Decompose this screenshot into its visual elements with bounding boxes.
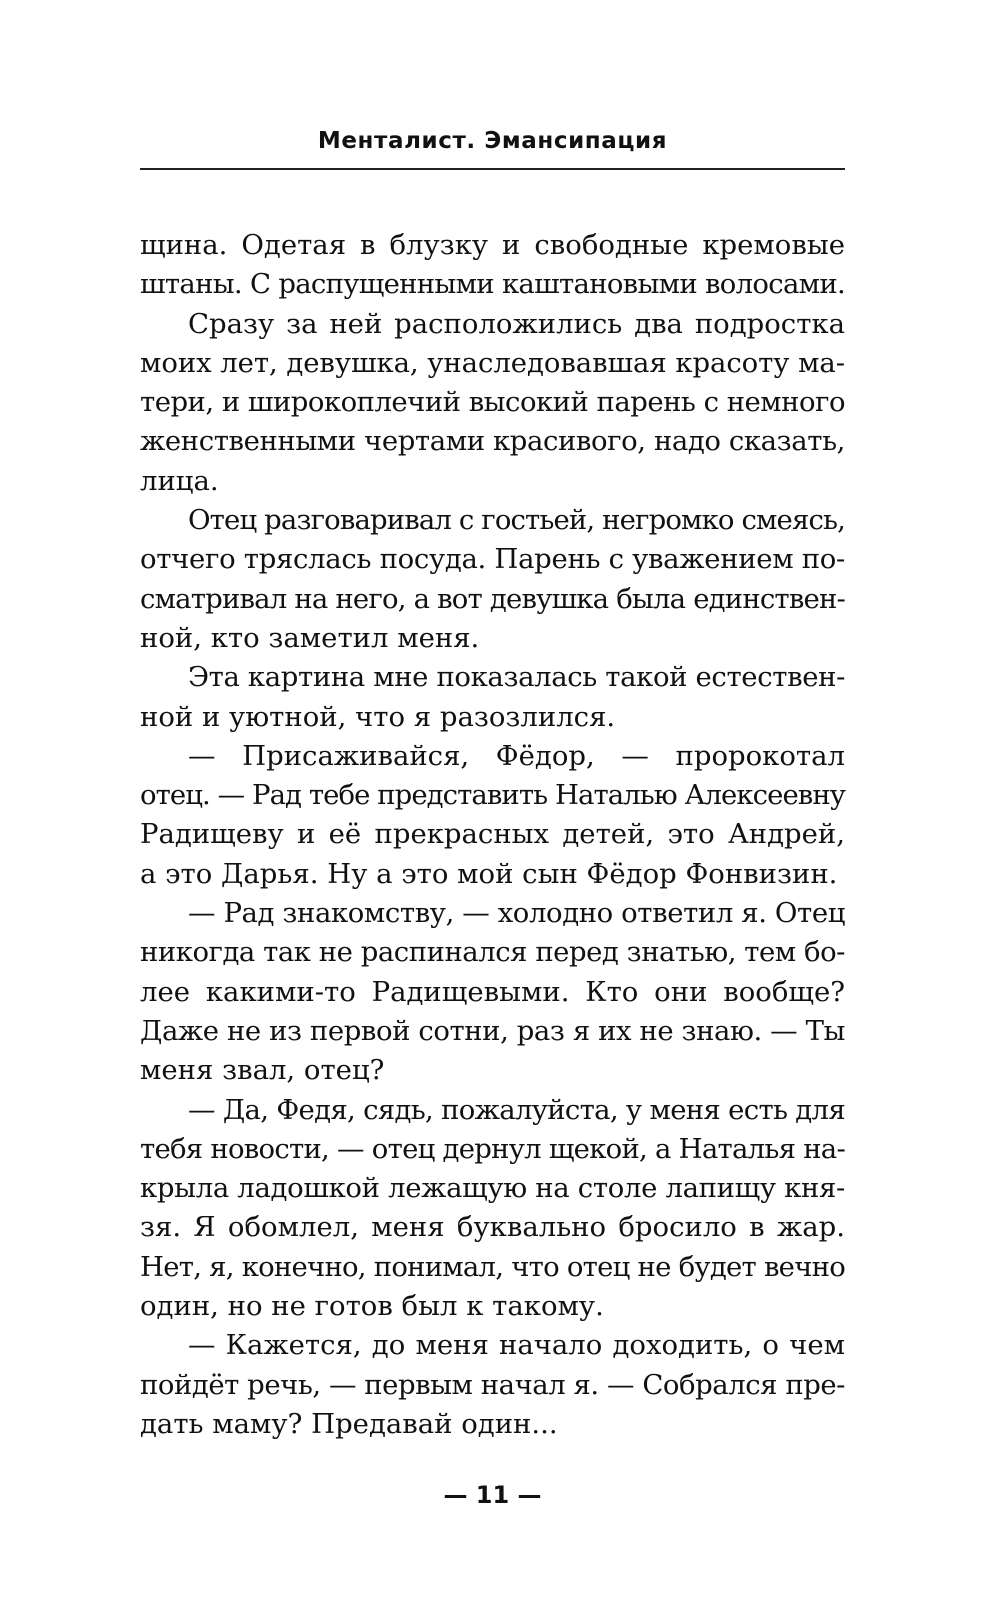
text-line: меня звал, отец? — [140, 1054, 385, 1087]
page-number: — 11 — — [443, 1481, 542, 1509]
header-rule — [140, 168, 845, 170]
text-line: сматривал на него, а вот девушка была единствен- — [140, 582, 845, 615]
text-line: — Да, Федя, сядь, пожалуйста, у меня есть для — [188, 1093, 845, 1126]
text-line: тери, и широкоплечий высокий парень с немного — [140, 386, 845, 419]
text-line: Даже не из первой сотни, раз я их не знаю. — Ты — [140, 1014, 845, 1047]
text-line: а это Дарья. Ну а это мой сын Фёдор Фонвизин. — [140, 857, 838, 890]
text-line: дать маму? Предавай один... — [140, 1407, 558, 1440]
text-line: отец. — Рад тебе представить Наталью Алексеевну — [140, 779, 845, 812]
running-head: Менталист. Эмансипация — [317, 128, 668, 154]
text-line: пойдёт речь, — первым начал я. — Собрался пре- — [140, 1368, 845, 1401]
text-line: женственными чертами красивого, надо сказать, — [140, 425, 845, 458]
text-line: зя. Я обомлел, меня буквально бросило в жар. — [140, 1211, 845, 1244]
text-line: щина. Одетая в блузку и свободные кремовые — [140, 229, 845, 261]
body-text — [140, 226, 845, 1444]
text-line: никогда так не распинался перед знатью, тем бо- — [140, 936, 845, 969]
text-line: моих лет, девушка, унаследовавшая красоту ма- — [140, 346, 845, 379]
text-line: Нет, я, конечно, понимал, что отец не будет вечно — [140, 1250, 845, 1283]
text-line: — Рад знакомству, — холодно ответил я. Отец — [188, 897, 845, 930]
text-line: один, но не готов был к такому. — [140, 1290, 604, 1323]
text-line: тебя новости, — отец дернул щекой, а Наталья на- — [140, 1132, 845, 1165]
text-line: ной и уютной, что я разозлился. — [140, 700, 616, 733]
text-line: отчего тряслась посуда. Парень с уважением по- — [140, 543, 845, 576]
text-line: Отец разговаривал с гостьей, негромко смеясь, — [188, 504, 845, 537]
text-line: штаны. С распущенными каштановыми волосами. — [140, 268, 845, 301]
text-line: крыла ладошкой лежащую на столе лапищу кня- — [140, 1172, 845, 1205]
text-line: лица. — [140, 464, 219, 497]
text-line: Сразу за ней расположились два подростка — [188, 307, 845, 340]
text-line: — Кажется, до меня начало доходить, о чем — [188, 1329, 845, 1362]
text-line: лее какими-то Радищевыми. Кто они вообще? — [140, 975, 845, 1008]
text-line: Радищеву и её прекрасных детей, это Андрей, — [140, 818, 845, 851]
text-line: ной, кто заметил меня. — [140, 621, 480, 654]
text-line: — Присаживайся, Фёдор, — пророкотал — [188, 739, 845, 772]
text-line: Эта картина мне показалась такой естествен- — [188, 661, 845, 694]
